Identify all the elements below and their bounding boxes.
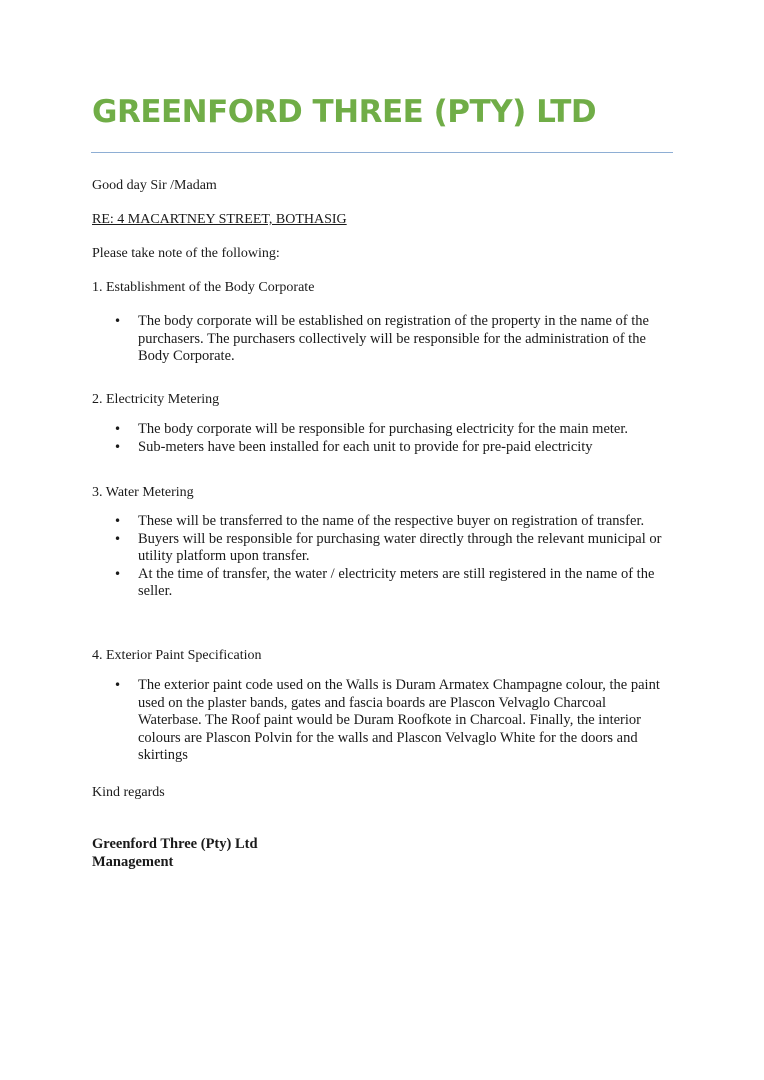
bullet-item: • The body corporate will be responsible for purchasing electricity for the main meter.	[92, 421, 672, 439]
section-heading: 2. Electricity Metering	[92, 392, 220, 407]
intro-line: Please take note of the following:	[92, 246, 280, 261]
company-title: GREENFORD THREE (PTY) LTD	[92, 94, 597, 130]
bullet-item: • The body corporate will be established on registration of the property in the name of the purchasers. The purchasers collectively will be responsible for the administration of the Body Corporate.	[92, 313, 672, 366]
bullet-item: • At the time of transfer, the water / electricity meters are still registered in the name of the seller.	[92, 566, 672, 601]
section-heading: 1. Establishment of the Body Corporate	[92, 280, 315, 295]
signature-role: Management	[92, 854, 174, 870]
bullet-list	[92, 677, 672, 765]
bullet-item: • These will be transferred to the name of the respective buyer on registration of transfer.	[92, 513, 672, 531]
header-divider	[91, 152, 673, 153]
section-heading: 4. Exterior Paint Specification	[92, 648, 262, 663]
reference-line: RE: 4 MACARTNEY STREET, BOTHASIG	[92, 212, 347, 227]
closing-line: Kind regards	[92, 785, 165, 800]
section-heading: 3. Water Metering	[92, 485, 194, 500]
signature-company: Greenford Three (Pty) Ltd	[92, 836, 258, 852]
bullet-list	[92, 513, 672, 601]
bullet-list	[92, 421, 672, 456]
bullet-item: • Sub-meters have been installed for each unit to provide for pre-paid electricity	[92, 439, 672, 457]
bullet-item: • The exterior paint code used on the Walls is Duram Armatex Champagne colour, the paint used on the plaster bands, gates and fascia boards are Plascon Velvaglo Charcoal Waterbase. The Roof paint would be Duram Roofkote in Charcoal. Finally, the interior colours are Plascon Polvin for the walls and Plascon Velvaglo White for the doors and skirtings	[92, 677, 672, 765]
bullet-item: • Buyers will be responsible for purchasing water directly through the relevant municipal or utility platform upon transfer.	[92, 531, 672, 566]
greeting: Good day Sir /Madam	[92, 178, 217, 193]
bullet-list	[92, 313, 672, 366]
